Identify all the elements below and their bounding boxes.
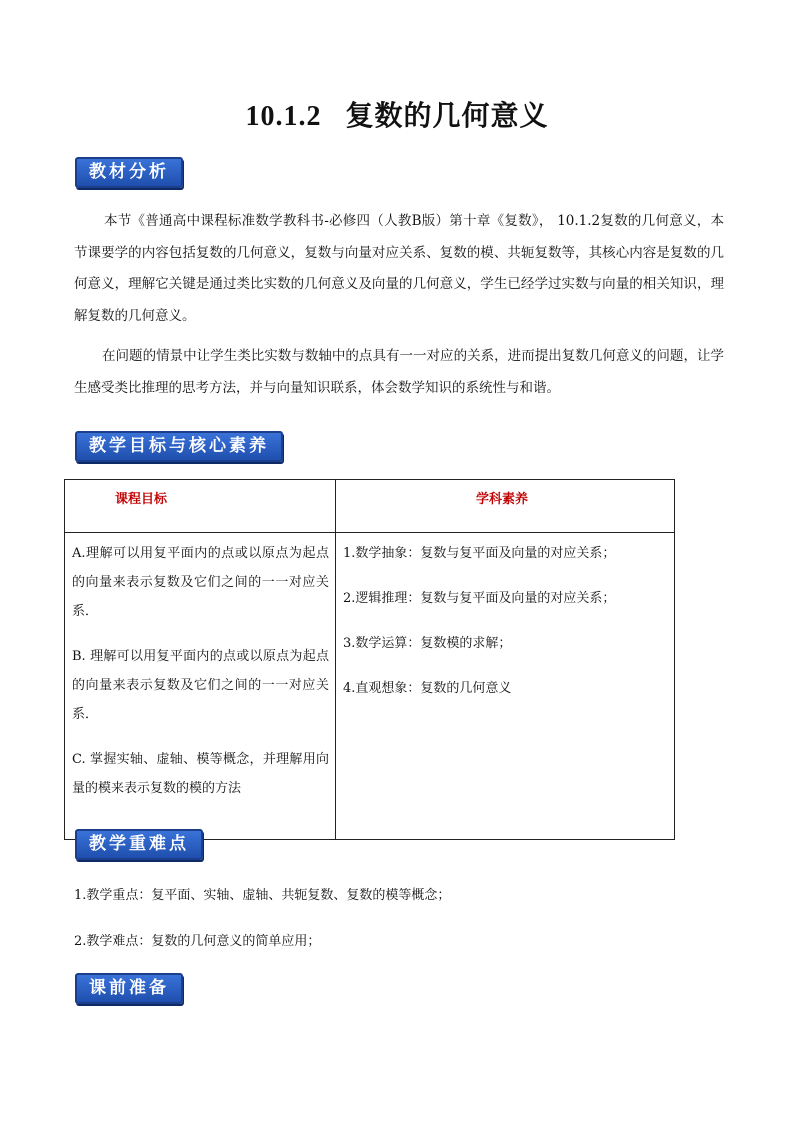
analysis-paragraph-2: 在问题的情景中让学生类比实数与数轴中的点具有一一对应的关系，进而提出复数几何意义的问题，让学生感受类比推理的思考方法，并与向量知识联系，体会数学知识的系统性与和谐。	[74, 348, 724, 396]
goal-c: C. 掌握实轴、虚轴、模等概念，并理解用向量的模来表示复数的模的方法	[72, 752, 329, 796]
title-text: 复数的几何意义	[345, 99, 549, 132]
analysis-text	[74, 206, 724, 404]
title-number: 10.1.2	[245, 101, 322, 132]
key-point-difficulty: 2.教学难点：复数的几何意义的简单应用；	[74, 934, 321, 949]
table-row	[65, 533, 675, 840]
course-goals-cell	[65, 533, 336, 840]
section-badge-objectives: 教学目标与核心素养	[75, 431, 283, 462]
analysis-paragraph-1: 本节《普通高中课程标准数学教科书-必修四（人教B版）第十章《复数》， 10.1.2复数的几何意义，本节课要学的内容包括复数的几何意义，复数与向量对应关系、复数的模、共轭复数等，其核心内容是复数的几何意义，理解它关键是通过类比实数的几何意义及向量的几何意义，学生已经学过实数与向量的相关知识，理解复数的几何意义。	[74, 213, 724, 324]
table-header-row	[65, 480, 675, 533]
key-point-focus: 1.教学重点：复平面、实轴、虚轴、共轭复数、复数的模等概念；	[74, 888, 451, 903]
goal-a: A.理解可以用复平面内的点或以原点为起点的向量来表示复数及它们之间的一一对应关系．	[72, 546, 329, 619]
section-badge-analysis: 教材分析	[75, 157, 183, 188]
literacy-cell	[336, 533, 675, 840]
objectives-table	[64, 479, 675, 840]
literacy-3: 3.数学运算：复数模的求解；	[343, 636, 512, 651]
literacy-2: 2.逻辑推理：复数与复平面及向量的对应关系；	[343, 591, 616, 606]
section-badge-preparation: 课前准备	[75, 973, 183, 1004]
section-badge-key-points: 教学重难点	[75, 829, 203, 860]
page-title	[0, 94, 794, 134]
literacy-4: 4.直观想象：复数的几何意义	[343, 681, 512, 696]
goal-b: B. 理解可以用复平面内的点或以原点为起点的向量来表示复数及它们之间的一一对应关系．	[72, 649, 329, 722]
header-course-goals: 课程目标	[65, 480, 336, 533]
literacy-1: 1.数学抽象：复数与复平面及向量的对应关系；	[343, 546, 616, 561]
header-literacy: 学科素养	[336, 480, 675, 533]
